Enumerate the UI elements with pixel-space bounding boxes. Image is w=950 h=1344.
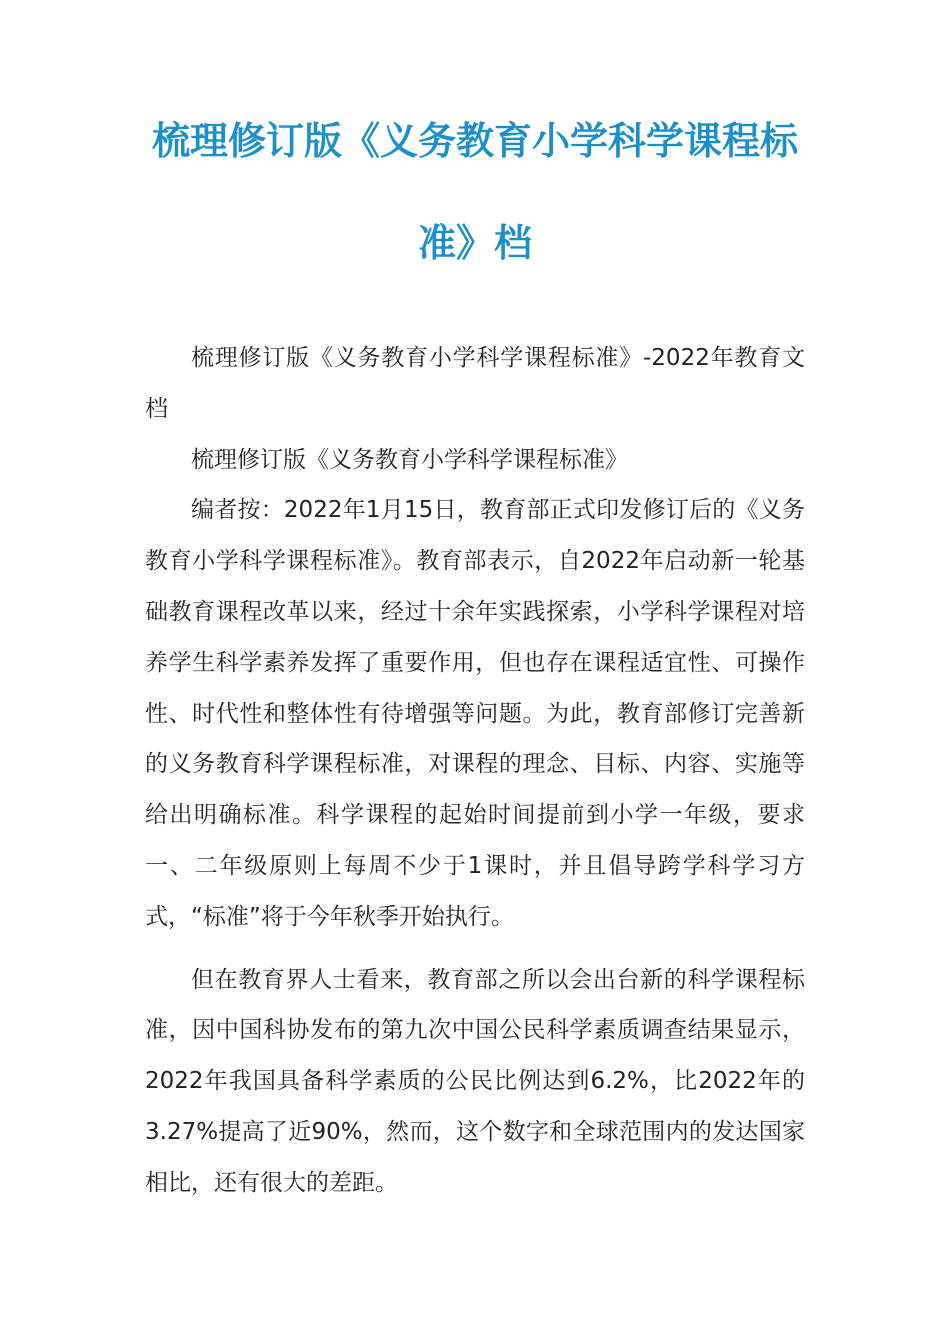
paragraph-editor-note: 编者按：2022年1月15日，教育部正式印发修订后的《义务教育小学科学课程标准》。教育部表示，自2022年启动新一轮基础教育课程改革以来，经过十余年实践探索，小学科学课程对培养学生科学素养发挥了重要作用，但也存在课程适宜性、可操作性、时代性和整体性有待增强等问题。为此，教育部修订完善新的义务教育科学课程标准，对课程的理念、目标、内容、实施等给出明确标准。科学课程的起始时间提前到小学一年级，要求一、二年级原则上每周不少于1课时，并且倡导跨学科学习方式，“标准”将于今年秋季开始执行。 (145, 497, 805, 930)
paragraph-heading: 梳理修订版《义务教育小学科学课程标准》 (191, 446, 628, 473)
document-title-line-2: 准》档 (417, 221, 532, 265)
paragraph-subtitle: 梳理修订版《义务教育小学科学课程标准》-2022年教育文档 (145, 345, 805, 422)
document-title-line-1: 梳理修订版《义务教育小学科学课程标 (151, 119, 798, 163)
document-body (145, 333, 805, 1209)
paragraph-analysis: 但在教育界人士看来，教育部之所以会出台新的科学课程标准，因中国科协发布的第九次中国公民科学素质调查结果显示，2022年我国具备科学素质的公民比例达到6.2%，比2022年的3.27%提高了近90%，然而，这个数字和全球范围内的发达国家相比，还有很大的差距。 (145, 966, 805, 1196)
